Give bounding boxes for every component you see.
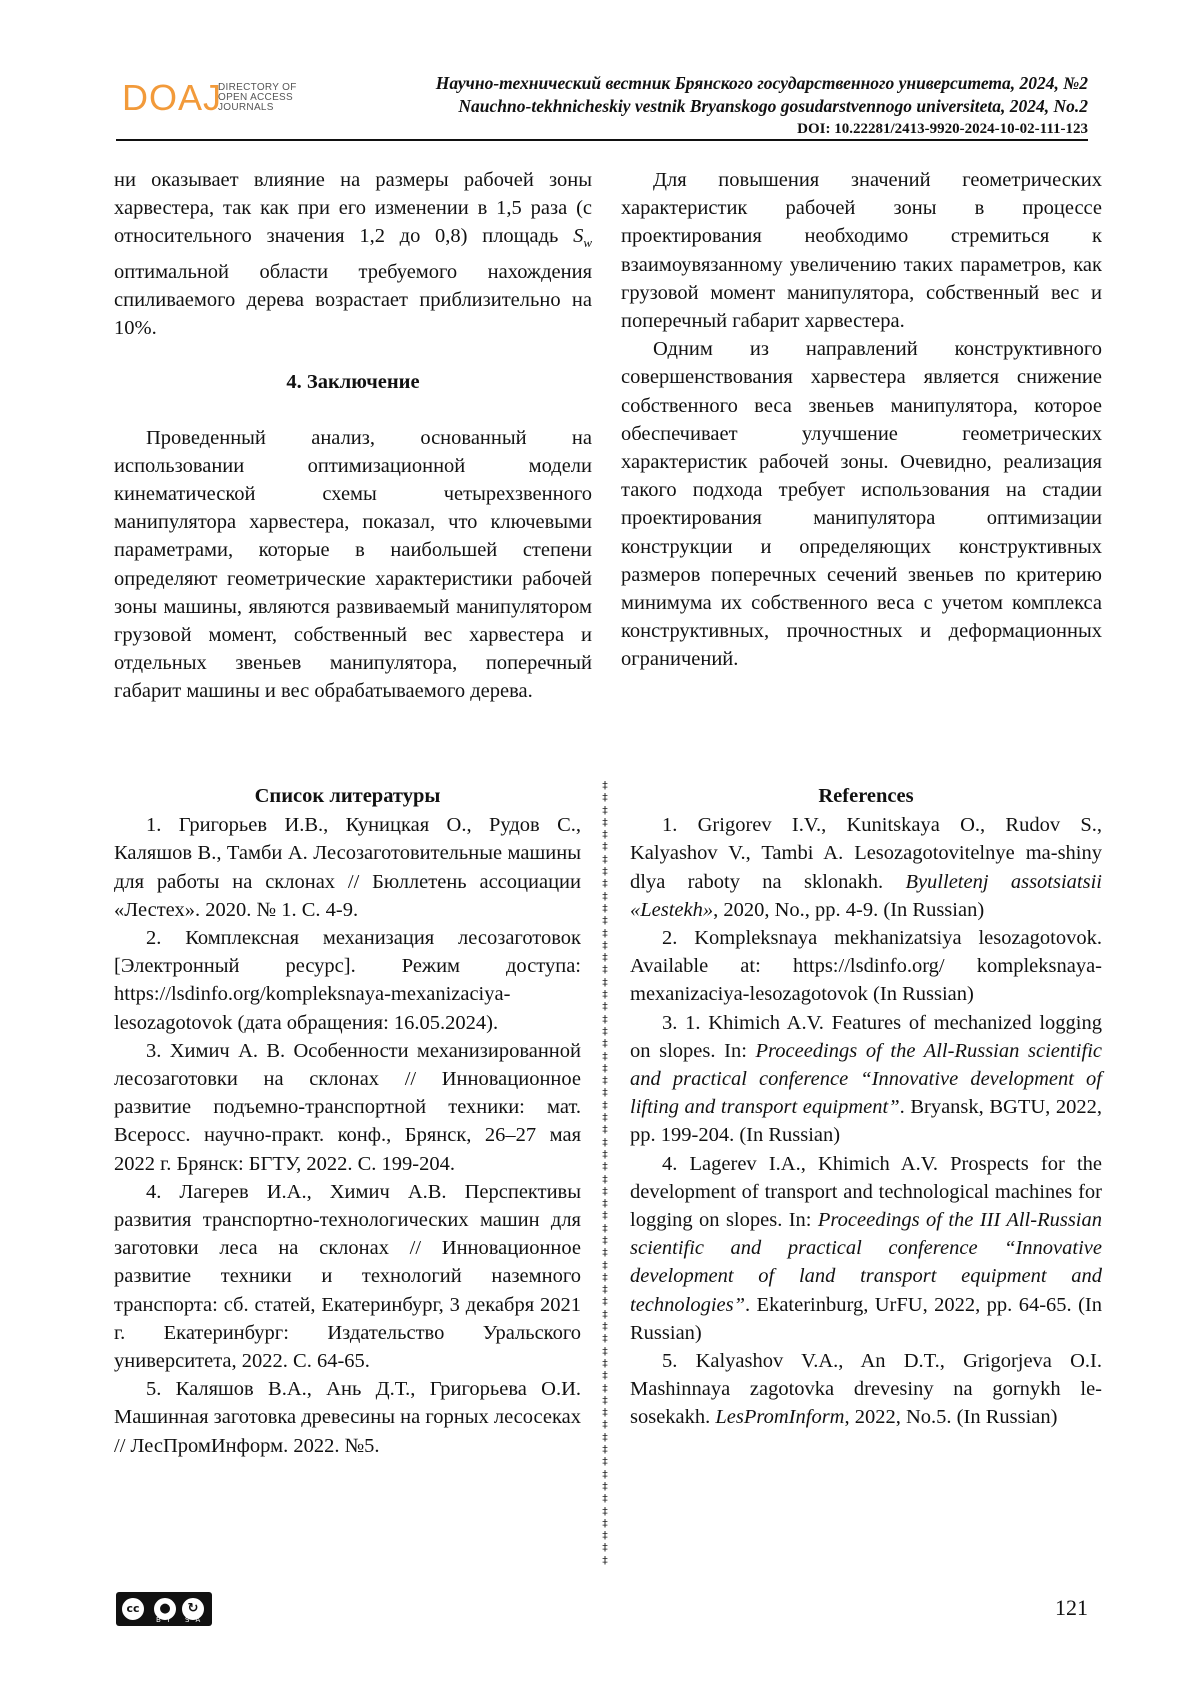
column-divider: ‡ ‡ ‡ ‡ ‡ ‡ ‡ ‡ ‡ ‡ ‡ ‡ ‡ ‡ ‡ ‡ ‡ ‡ ‡ ‡ ‡ ‡ ‡ ‡ ‡ ‡ ‡ ‡ ‡ ‡ ‡ ‡ ‡ ‡ ‡ ‡ ‡ ‡ ‡ ‡ ‡ ‡ ‡ ‡ ‡ ‡ ‡ ‡ ‡ ‡ ‡ ‡ ‡ ‡ ‡ ‡ ‡ ‡ ‡ ‡ ‡ ‡ ‡ ‡	[602, 780, 608, 1567]
doaj-logo	[122, 78, 302, 122]
reference-item: 2. Комплексная механизация лесозаготовок [Электронный ресурс]. Режим доступа: https://lsdinfo.org/kompleksnaya-mexanizaciya-lesozagotovok (дата обращения: 16.05.2024).	[114, 927, 581, 1034]
reference-item: 4. Lagerev I.A., Khimich A.V. Prospects for the development of transport and technological machines for logging on slopes. In: Proceedings of the III All-Russian scientific and practical conference “Innovative development of land transport equipment and technologies”. Ekaterinburg, UrFU, 2022, pp. 64-65. (In Russian)	[630, 1152, 1102, 1344]
doaj-logo-mark: DOAJ	[122, 77, 223, 118]
page-number: 121	[1055, 1595, 1088, 1620]
left-column	[114, 166, 592, 706]
cc-license-badge	[116, 1592, 212, 1626]
references-en-title: References	[818, 785, 914, 807]
reference-item: 4. Лагерев И.А., Химич А.В. Перспективы развития транспортно-технологических машин для заготовки леса на склонах // Инновационное развитие техники и технологий наземного транспорта: сб. статей, Екатеринбург, 3 декабря 2021 г. Екатеринбург: Издательство Уральского университета, 2022. С. 64-65.	[114, 1180, 581, 1373]
paragraph: Для повышения значений геометрических характеристик рабочей зоны в процессе проектирования необходимо стремиться к взаимоувязанному увеличению таких параметров, как грузовой момент манипулятора, собственный вес и поперечный габарит харвестера.	[621, 169, 1102, 333]
reference-item: 5. Kalyashov V.A., An D.T., Grigorjeva O.I. Mashinnaya zagotovka drevesiny na gornykh le-sosekakh. LesPromInform, 2022, No.5. (In Russian)	[630, 1350, 1102, 1429]
reference-item: 3. Химич А. В. Особенности механизированной лесозаготовки на склонах // Инновационное развитие подъемно-транспортной техники: мат. Всеросс. научно-практ. конф., Брянск, 26–27 мая 2022 г. Брянск: БГТУ, 2022. С. 199-204.	[114, 1039, 581, 1175]
section-title: 4. Заключение	[286, 371, 420, 394]
reference-item: 5. Каляшов В.А., Ань Д.Т., Григорьева О.И. Машинная заготовка древесины на горных лесосеках // ЛесПромИнформ. 2022. №5.	[114, 1378, 581, 1457]
reference-item: 1. Grigorev I.V., Kunitskaya O., Rudov S., Kalyashov V., Tambi A. Lesozagotovitelnye ma-shiny dlya raboty na sklonakh. Byulletenj assotsiatsii «Lestekh», 2020, No., pp. 4-9. (In Russian)	[630, 814, 1102, 921]
header-rule	[116, 139, 1088, 141]
paragraph: Одним из направлений конструктивного совершенствования харвестера является снижение собственного веса звеньев манипулятора, которое обеспечивает улучшение геометрических характеристик рабочей зоны. Очевидно, реализация такого подхода требует использования на стадии проектирования манипулятора оптимизации конструкции и определяющих конструктивных размеров поперечных сечений звеньев по критерию минимума их собственного веса с учетом комплекса конструктивных, прочностных и деформационных ограничений.	[621, 338, 1102, 671]
journal-title-ru: Научно-технический вестник Брянского государственного университета, 2024, №2	[435, 73, 1088, 93]
sa-icon: ↻	[180, 1596, 206, 1622]
reference-item: 2. Kompleksnaya mekhanizatsiya lesozagotovok. Available at: https://lsdinfo.org/ kompleksnaya-mexanizaciya-lesozagotovok (In Russian)	[630, 927, 1102, 1006]
paragraph: Проведенный анализ, основанный на использовании оптимизационной модели кинематической схемы четырехзвенного манипулятора харвестера, показал, что ключевыми параметрами, которые в наибольшей степени определяют геометрические характеристики рабочей зоны машины, являются развиваемый манипулятором грузовой момент, собственный вес харвестера и отдельных звеньев манипулятора, поперечный габарит машины и вес обрабатываемого дерева.	[114, 426, 592, 703]
journal-header	[436, 72, 1088, 141]
reference-item: 1. Григорьев И.В., Куницкая О., Рудов С., Каляшов В., Тамби А. Лесозаготовительные машины для работы на склонах // Бюллетень ассоциации «Лестех». 2020. № 1. С. 4-9.	[114, 814, 581, 921]
cc-icon: cc	[120, 1596, 146, 1622]
reference-item: 3. 1. Khimich A.V. Features of mechanized logging on slopes. In: Proceedings of the All-Russian scientific and practical conference “Innovative development of lifting and transport equipment”. Bryansk, BGTU, 2022, pp. 199-204. (In Russian)	[630, 1011, 1102, 1147]
right-column	[621, 166, 1102, 674]
doaj-logo-text: DIRECTORY OF OPEN ACCESS JOURNALS	[218, 82, 297, 113]
references-ru-title: Список литературы	[254, 785, 441, 807]
by-icon: ●	[152, 1596, 178, 1622]
references-en	[630, 782, 1102, 1432]
math-symbol: $S_w$	[573, 225, 592, 251]
cc-labels: BY SA	[156, 1616, 207, 1624]
journal-title-en: Nauchno-tekhnicheskiy vestnik Bryanskogo gosudarstvennogo universiteta, 2024, No.2	[458, 96, 1088, 116]
references-ru	[114, 782, 581, 1460]
paragraph: ни оказывает влияние на размеры рабочей зоны харвестера, так как при его изменении в 1,5 раза (с относительного значения 1,2 до 0,8) площадь $S_w$ оптимальной области требуемого нахождения спиливаемого дерева возрастает приблизительно на 10%.	[114, 169, 592, 340]
doi: DOI: 10.22281/2413-9920-2024-10-02-111-123	[797, 121, 1088, 137]
